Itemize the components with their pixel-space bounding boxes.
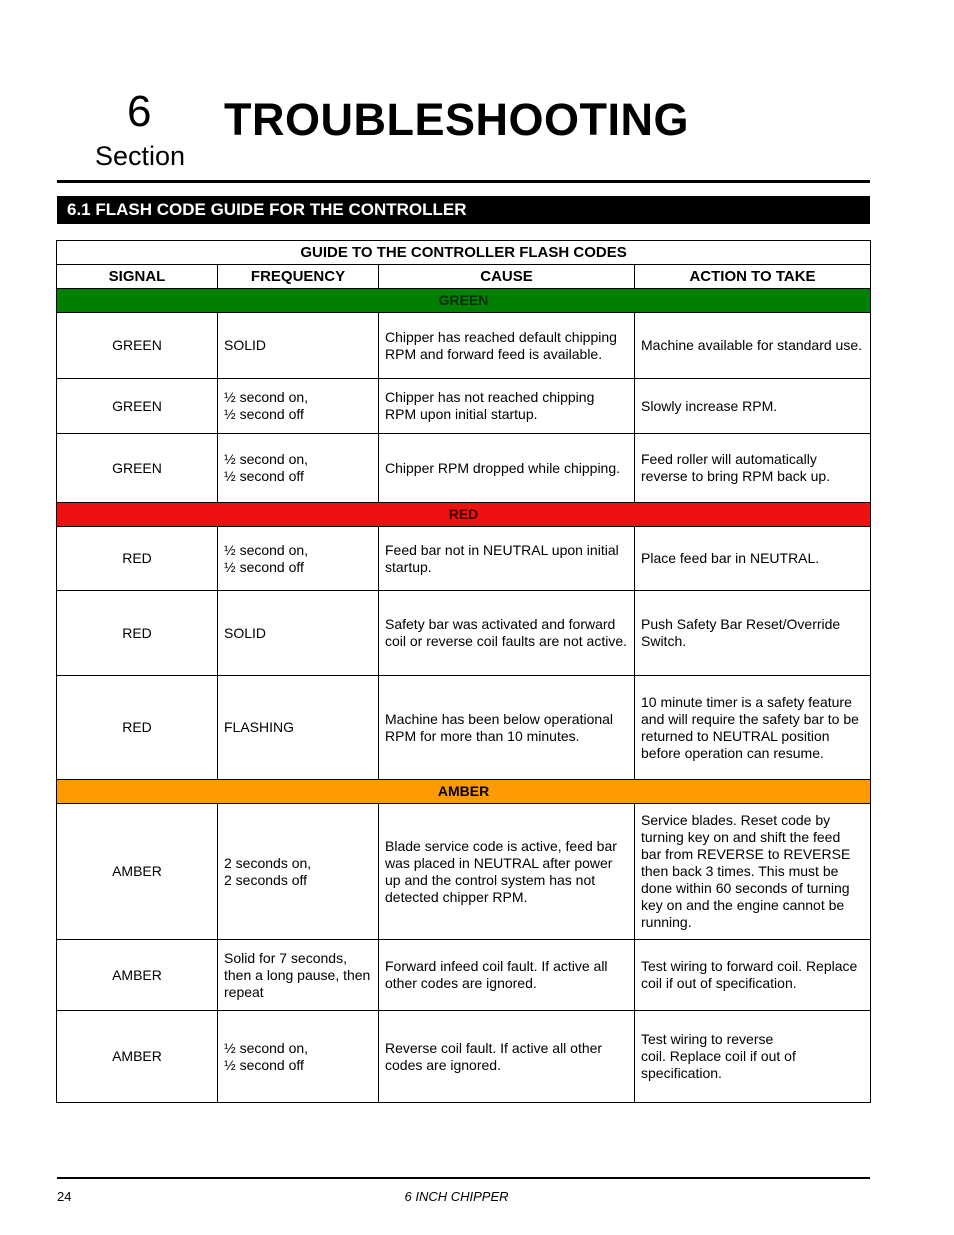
title-rule — [57, 180, 870, 183]
table-row — [57, 591, 871, 676]
cause-cell: Chipper has not reached chipping RPM upon initial startup. — [379, 379, 635, 434]
frequency-cell: FLASHING — [218, 676, 379, 780]
signal-cell: GREEN — [57, 379, 218, 434]
table-row — [57, 379, 871, 434]
action-cell: Slowly increase RPM. — [635, 379, 871, 434]
subsection-heading: 6.1 FLASH CODE GUIDE FOR THE CONTROLLER — [57, 196, 870, 224]
signal-cell: RED — [57, 676, 218, 780]
frequency-cell: ½ second on, ½ second off — [218, 434, 379, 503]
table-title-row — [57, 241, 871, 265]
header-action: ACTION TO TAKE — [635, 265, 871, 289]
header-signal: SIGNAL — [57, 265, 218, 289]
action-cell: Feed roller will automatically reverse to bring RPM back up. — [635, 434, 871, 503]
frequency-cell: ½ second on, ½ second off — [218, 379, 379, 434]
action-cell: 10 minute timer is a safety feature and will require the safety bar to be returned to NEUTRAL position before operation can resume. — [635, 676, 871, 780]
table-row — [57, 804, 871, 940]
table-row — [57, 1011, 871, 1103]
group-label: RED — [57, 503, 871, 527]
table-title: GUIDE TO THE CONTROLLER FLASH CODES — [57, 241, 871, 265]
cause-cell: Safety bar was activated and forward coil or reverse coil faults are not active. — [379, 591, 635, 676]
group-label: GREEN — [57, 289, 871, 313]
page-number: 24 — [57, 1189, 72, 1204]
header-cause: CAUSE — [379, 265, 635, 289]
section-word: Section — [95, 141, 186, 171]
group-band-amber — [57, 780, 871, 804]
frequency-cell: Solid for 7 seconds, then a long pause, then repeat — [218, 940, 379, 1011]
group-band-red — [57, 503, 871, 527]
cause-cell: Chipper has reached default chipping RPM and forward feed is available. — [379, 313, 635, 379]
action-cell: Service blades. Reset code by turning key on and shift the feed bar from REVERSE to REVERSE then back 3 times. This must be done within 60 seconds of turning key on and the engine cannot be running. — [635, 804, 871, 940]
frequency-cell: SOLID — [218, 313, 379, 379]
group-band-green — [57, 289, 871, 313]
footer-rule — [57, 1177, 870, 1179]
frequency-cell: SOLID — [218, 591, 379, 676]
action-cell: Place feed bar in NEUTRAL. — [635, 527, 871, 591]
frequency-cell: ½ second on, ½ second off — [218, 527, 379, 591]
table-header-row — [57, 265, 871, 289]
table-row — [57, 313, 871, 379]
action-cell: Test wiring to forward coil. Replace coil if out of specification. — [635, 940, 871, 1011]
signal-cell: GREEN — [57, 434, 218, 503]
section-number: 6 — [127, 87, 152, 136]
cause-cell: Blade service code is active, feed bar was placed in NEUTRAL after power up and the control system has not detected chipper RPM. — [379, 804, 635, 940]
action-cell: Test wiring to reverse coil. Replace coil if out of specification. — [635, 1011, 871, 1103]
frequency-cell: 2 seconds on, 2 seconds off — [218, 804, 379, 940]
signal-cell: AMBER — [57, 940, 218, 1011]
action-cell: Push Safety Bar Reset/Override Switch. — [635, 591, 871, 676]
table-row — [57, 940, 871, 1011]
frequency-cell: ½ second on, ½ second off — [218, 1011, 379, 1103]
cause-cell: Chipper RPM dropped while chipping. — [379, 434, 635, 503]
signal-cell: AMBER — [57, 804, 218, 940]
cause-cell: Reverse coil fault. If active all other codes are ignored. — [379, 1011, 635, 1103]
table-row — [57, 434, 871, 503]
signal-cell: RED — [57, 591, 218, 676]
cause-cell: Feed bar not in NEUTRAL upon initial startup. — [379, 527, 635, 591]
signal-cell: GREEN — [57, 313, 218, 379]
table-row — [57, 676, 871, 780]
header-frequency: FREQUENCY — [218, 265, 379, 289]
table-row — [57, 527, 871, 591]
group-label: AMBER — [57, 780, 871, 804]
document-name: 6 INCH CHIPPER — [404, 1189, 509, 1204]
page-title: TROUBLESHOOTING — [224, 94, 689, 145]
cause-cell: Forward infeed coil fault. If active all other codes are ignored. — [379, 940, 635, 1011]
action-cell: Machine available for standard use. — [635, 313, 871, 379]
signal-cell: AMBER — [57, 1011, 218, 1103]
flash-code-table — [56, 240, 871, 1103]
cause-cell: Machine has been below operational RPM for more than 10 minutes. — [379, 676, 635, 780]
signal-cell: RED — [57, 527, 218, 591]
